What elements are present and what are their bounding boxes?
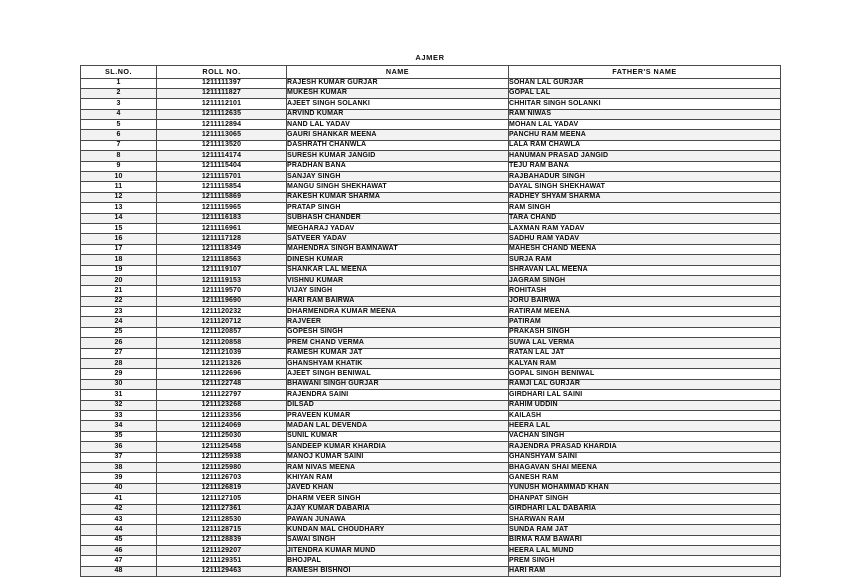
cell-name: RAMESH KUMAR JAT bbox=[287, 348, 509, 358]
cell-roll-number: 1211119570 bbox=[157, 286, 287, 296]
cell-roll-number: 1211124069 bbox=[157, 421, 287, 431]
cell-fathers-name: PRAKASH SINGH bbox=[509, 327, 781, 337]
cell-roll-number: 1211119153 bbox=[157, 275, 287, 285]
table-row bbox=[81, 120, 781, 130]
cell-serial-number: 28 bbox=[81, 359, 157, 369]
table-row bbox=[81, 317, 781, 327]
table-row bbox=[81, 400, 781, 410]
table-row bbox=[81, 390, 781, 400]
cell-roll-number: 1211123268 bbox=[157, 400, 287, 410]
cell-fathers-name: DHANPAT SINGH bbox=[509, 494, 781, 504]
cell-name: VIJAY SINGH bbox=[287, 286, 509, 296]
cell-name: SANJAY SINGH bbox=[287, 172, 509, 182]
cell-serial-number: 34 bbox=[81, 421, 157, 431]
cell-name: BHOJPAL bbox=[287, 556, 509, 566]
cell-serial-number: 26 bbox=[81, 338, 157, 348]
cell-serial-number: 40 bbox=[81, 483, 157, 493]
cell-fathers-name: DAYAL SINGH SHEKHAWAT bbox=[509, 182, 781, 192]
cell-serial-number: 17 bbox=[81, 244, 157, 254]
cell-roll-number: 1211119107 bbox=[157, 265, 287, 275]
table-row bbox=[81, 338, 781, 348]
table-body bbox=[81, 78, 781, 577]
cell-name: RAJENDRA SAINI bbox=[287, 390, 509, 400]
cell-fathers-name: SHRAVAN LAL MEENA bbox=[509, 265, 781, 275]
cell-fathers-name: GIRDHARI LAL DABARIA bbox=[509, 504, 781, 514]
table-row bbox=[81, 494, 781, 504]
cell-serial-number: 47 bbox=[81, 556, 157, 566]
cell-serial-number: 30 bbox=[81, 379, 157, 389]
cell-fathers-name: TARA CHAND bbox=[509, 213, 781, 223]
cell-serial-number: 15 bbox=[81, 223, 157, 233]
cell-name: DILSAD bbox=[287, 400, 509, 410]
cell-roll-number: 1211115965 bbox=[157, 203, 287, 213]
cell-fathers-name: RAMJI LAL GURJAR bbox=[509, 379, 781, 389]
table-row bbox=[81, 223, 781, 233]
table-row bbox=[81, 307, 781, 317]
cell-serial-number: 22 bbox=[81, 296, 157, 306]
cell-fathers-name: RAM SINGH bbox=[509, 203, 781, 213]
cell-serial-number: 16 bbox=[81, 234, 157, 244]
table-row bbox=[81, 525, 781, 535]
cell-roll-number: 1211116961 bbox=[157, 223, 287, 233]
cell-name: DHARMENDRA KUMAR MEENA bbox=[287, 307, 509, 317]
cell-roll-number: 1211120712 bbox=[157, 317, 287, 327]
cell-name: SANDEEP KUMAR KHARDIA bbox=[287, 442, 509, 452]
cell-fathers-name: GANESH RAM bbox=[509, 473, 781, 483]
cell-serial-number: 21 bbox=[81, 286, 157, 296]
table-row bbox=[81, 140, 781, 150]
cell-fathers-name: GHANSHYAM SAINI bbox=[509, 452, 781, 462]
document-title: AJMER bbox=[415, 53, 445, 62]
cell-serial-number: 41 bbox=[81, 494, 157, 504]
cell-name: MAHENDRA SINGH BAMNAWAT bbox=[287, 244, 509, 254]
cell-roll-number: 1211112894 bbox=[157, 120, 287, 130]
cell-fathers-name: HANUMAN PRASAD JANGID bbox=[509, 151, 781, 161]
cell-serial-number: 45 bbox=[81, 535, 157, 545]
cell-fathers-name: PANCHU RAM MEENA bbox=[509, 130, 781, 140]
cell-serial-number: 38 bbox=[81, 462, 157, 472]
cell-name: RAM NIVAS MEENA bbox=[287, 462, 509, 472]
cell-name: GHANSHYAM KHATIK bbox=[287, 359, 509, 369]
cell-name: RAKESH KUMAR SHARMA bbox=[287, 192, 509, 202]
cell-roll-number: 1211126703 bbox=[157, 473, 287, 483]
roster-table-container bbox=[80, 65, 780, 577]
cell-name: NAND LAL YADAV bbox=[287, 120, 509, 130]
cell-fathers-name: SADHU RAM YADAV bbox=[509, 234, 781, 244]
cell-fathers-name: RAM NIWAS bbox=[509, 109, 781, 119]
cell-name: BHAWANI SINGH GURJAR bbox=[287, 379, 509, 389]
cell-roll-number: 1211125030 bbox=[157, 431, 287, 441]
cell-roll-number: 1211111397 bbox=[157, 78, 287, 88]
table-row bbox=[81, 369, 781, 379]
cell-roll-number: 1211127105 bbox=[157, 494, 287, 504]
table-row bbox=[81, 161, 781, 171]
cell-name: GAURI SHANKAR MEENA bbox=[287, 130, 509, 140]
cell-name: ARVIND KUMAR bbox=[287, 109, 509, 119]
table-row bbox=[81, 514, 781, 524]
cell-roll-number: 1211128715 bbox=[157, 525, 287, 535]
cell-fathers-name: YUNUSH MOHAMMAD KHAN bbox=[509, 483, 781, 493]
cell-name: GOPESH SINGH bbox=[287, 327, 509, 337]
cell-fathers-name: JAGRAM SINGH bbox=[509, 275, 781, 285]
table-row bbox=[81, 255, 781, 265]
cell-fathers-name: BIRMA RAM BAWARI bbox=[509, 535, 781, 545]
cell-roll-number: 1211126819 bbox=[157, 483, 287, 493]
table-row bbox=[81, 442, 781, 452]
column-header-serial-number: SL.NO. bbox=[81, 66, 157, 79]
column-header-name: NAME bbox=[287, 66, 509, 79]
candidate-roster-table bbox=[80, 65, 781, 577]
cell-name: SUBHASH CHANDER bbox=[287, 213, 509, 223]
table-row bbox=[81, 348, 781, 358]
cell-fathers-name: LALA RAM CHAWLA bbox=[509, 140, 781, 150]
column-header-roll-number: ROLL NO. bbox=[157, 66, 287, 79]
cell-serial-number: 32 bbox=[81, 400, 157, 410]
cell-name: PAWAN JUNAWA bbox=[287, 514, 509, 524]
cell-fathers-name: SURJA RAM bbox=[509, 255, 781, 265]
cell-fathers-name: CHHITAR SINGH SOLANKI bbox=[509, 99, 781, 109]
cell-fathers-name: GIRDHARI LAL SAINI bbox=[509, 390, 781, 400]
cell-roll-number: 1211115404 bbox=[157, 161, 287, 171]
cell-serial-number: 9 bbox=[81, 161, 157, 171]
table-row bbox=[81, 473, 781, 483]
cell-fathers-name: SHARWAN RAM bbox=[509, 514, 781, 524]
cell-name: DASHRATH CHANWLA bbox=[287, 140, 509, 150]
cell-serial-number: 10 bbox=[81, 172, 157, 182]
cell-name: RAMESH BISHNOI bbox=[287, 566, 509, 576]
cell-name: SAWAI SINGH bbox=[287, 535, 509, 545]
table-row bbox=[81, 78, 781, 88]
cell-roll-number: 1211122696 bbox=[157, 369, 287, 379]
cell-name: KUNDAN MAL CHOUDHARY bbox=[287, 525, 509, 535]
cell-roll-number: 1211114174 bbox=[157, 151, 287, 161]
cell-name: SUNIL KUMAR bbox=[287, 431, 509, 441]
table-row bbox=[81, 452, 781, 462]
cell-roll-number: 1211128530 bbox=[157, 514, 287, 524]
table-row bbox=[81, 130, 781, 140]
cell-fathers-name: RATIRAM MEENA bbox=[509, 307, 781, 317]
cell-fathers-name: HEERA LAL bbox=[509, 421, 781, 431]
cell-name: AJEET SINGH SOLANKI bbox=[287, 99, 509, 109]
table-row bbox=[81, 421, 781, 431]
cell-roll-number: 1211117128 bbox=[157, 234, 287, 244]
cell-serial-number: 6 bbox=[81, 130, 157, 140]
cell-serial-number: 35 bbox=[81, 431, 157, 441]
cell-name: MANOJ KUMAR SAINI bbox=[287, 452, 509, 462]
cell-name: RAJVEER bbox=[287, 317, 509, 327]
cell-name: MEGHARAJ YADAV bbox=[287, 223, 509, 233]
cell-serial-number: 42 bbox=[81, 504, 157, 514]
cell-fathers-name: KALYAN RAM bbox=[509, 359, 781, 369]
cell-serial-number: 18 bbox=[81, 255, 157, 265]
cell-fathers-name: LAXMAN RAM YADAV bbox=[509, 223, 781, 233]
cell-name: RAJESH KUMAR GURJAR bbox=[287, 78, 509, 88]
table-row bbox=[81, 99, 781, 109]
cell-fathers-name: GOPAL LAL bbox=[509, 88, 781, 98]
cell-fathers-name: PATIRAM bbox=[509, 317, 781, 327]
table-row bbox=[81, 546, 781, 556]
cell-roll-number: 1211125938 bbox=[157, 452, 287, 462]
cell-roll-number: 1211125458 bbox=[157, 442, 287, 452]
table-row bbox=[81, 265, 781, 275]
table-header bbox=[81, 66, 781, 79]
column-header-fathers-name: FATHER'S NAME bbox=[509, 66, 781, 79]
cell-fathers-name: RAJENDRA PRASAD KHARDIA bbox=[509, 442, 781, 452]
cell-roll-number: 1211111827 bbox=[157, 88, 287, 98]
cell-serial-number: 5 bbox=[81, 120, 157, 130]
cell-serial-number: 11 bbox=[81, 182, 157, 192]
table-row bbox=[81, 327, 781, 337]
cell-name: DHARM VEER SINGH bbox=[287, 494, 509, 504]
cell-serial-number: 44 bbox=[81, 525, 157, 535]
cell-roll-number: 1211120857 bbox=[157, 327, 287, 337]
table-row bbox=[81, 556, 781, 566]
table-row bbox=[81, 151, 781, 161]
cell-fathers-name: HEERA LAL MUND bbox=[509, 546, 781, 556]
cell-fathers-name: TEJU RAM BANA bbox=[509, 161, 781, 171]
cell-roll-number: 1211113065 bbox=[157, 130, 287, 140]
cell-fathers-name: GOPAL SINGH BENIWAL bbox=[509, 369, 781, 379]
cell-name: PRADHAN BANA bbox=[287, 161, 509, 171]
table-row bbox=[81, 462, 781, 472]
cell-fathers-name: HARI RAM bbox=[509, 566, 781, 576]
cell-name: SATVEER YADAV bbox=[287, 234, 509, 244]
table-row bbox=[81, 234, 781, 244]
cell-serial-number: 33 bbox=[81, 411, 157, 421]
header-row bbox=[81, 66, 781, 79]
cell-serial-number: 2 bbox=[81, 88, 157, 98]
cell-roll-number: 1211121326 bbox=[157, 359, 287, 369]
cell-roll-number: 1211123356 bbox=[157, 411, 287, 421]
cell-serial-number: 12 bbox=[81, 192, 157, 202]
table-row bbox=[81, 88, 781, 98]
cell-roll-number: 1211115701 bbox=[157, 172, 287, 182]
cell-fathers-name: JORU BAIRWA bbox=[509, 296, 781, 306]
table-row bbox=[81, 504, 781, 514]
cell-serial-number: 4 bbox=[81, 109, 157, 119]
cell-roll-number: 1211113520 bbox=[157, 140, 287, 150]
cell-fathers-name: MOHAN LAL YADAV bbox=[509, 120, 781, 130]
table-row bbox=[81, 359, 781, 369]
cell-roll-number: 1211127361 bbox=[157, 504, 287, 514]
cell-serial-number: 36 bbox=[81, 442, 157, 452]
cell-fathers-name: KAILASH bbox=[509, 411, 781, 421]
table-row bbox=[81, 286, 781, 296]
table-row bbox=[81, 275, 781, 285]
cell-serial-number: 24 bbox=[81, 317, 157, 327]
cell-serial-number: 3 bbox=[81, 99, 157, 109]
cell-roll-number: 1211129463 bbox=[157, 566, 287, 576]
cell-fathers-name: BHAGAVAN SHAI MEENA bbox=[509, 462, 781, 472]
cell-roll-number: 1211118349 bbox=[157, 244, 287, 254]
table-row bbox=[81, 483, 781, 493]
cell-roll-number: 1211116183 bbox=[157, 213, 287, 223]
cell-serial-number: 8 bbox=[81, 151, 157, 161]
cell-roll-number: 1211125980 bbox=[157, 462, 287, 472]
cell-name: VISHNU KUMAR bbox=[287, 275, 509, 285]
table-row bbox=[81, 182, 781, 192]
cell-serial-number: 39 bbox=[81, 473, 157, 483]
table-row bbox=[81, 244, 781, 254]
cell-roll-number: 1211122797 bbox=[157, 390, 287, 400]
cell-roll-number: 1211112101 bbox=[157, 99, 287, 109]
table-row bbox=[81, 203, 781, 213]
cell-serial-number: 7 bbox=[81, 140, 157, 150]
cell-serial-number: 37 bbox=[81, 452, 157, 462]
cell-name: SURESH KUMAR JANGID bbox=[287, 151, 509, 161]
cell-fathers-name: PREM SINGH bbox=[509, 556, 781, 566]
cell-roll-number: 1211118563 bbox=[157, 255, 287, 265]
cell-serial-number: 13 bbox=[81, 203, 157, 213]
cell-fathers-name: SUNDA RAM JAT bbox=[509, 525, 781, 535]
cell-name: MANGU SINGH SHEKHAWAT bbox=[287, 182, 509, 192]
table-row bbox=[81, 566, 781, 576]
cell-serial-number: 43 bbox=[81, 514, 157, 524]
cell-name: AJEET SINGH BENIWAL bbox=[287, 369, 509, 379]
cell-serial-number: 46 bbox=[81, 546, 157, 556]
cell-roll-number: 1211115854 bbox=[157, 182, 287, 192]
table-row bbox=[81, 379, 781, 389]
cell-serial-number: 29 bbox=[81, 369, 157, 379]
cell-name: MUKESH KUMAR bbox=[287, 88, 509, 98]
cell-name: PRATAP SINGH bbox=[287, 203, 509, 213]
cell-fathers-name: VACHAN SINGH bbox=[509, 431, 781, 441]
table-row bbox=[81, 296, 781, 306]
cell-name: DINESH KUMAR bbox=[287, 255, 509, 265]
cell-name: MADAN LAL DEVENDA bbox=[287, 421, 509, 431]
cell-roll-number: 1211120232 bbox=[157, 307, 287, 317]
cell-roll-number: 1211129351 bbox=[157, 556, 287, 566]
cell-serial-number: 19 bbox=[81, 265, 157, 275]
cell-roll-number: 1211112635 bbox=[157, 109, 287, 119]
cell-name: AJAY KUMAR DABARIA bbox=[287, 504, 509, 514]
cell-fathers-name: RAHIM UDDIN bbox=[509, 400, 781, 410]
cell-roll-number: 1211120858 bbox=[157, 338, 287, 348]
table-row bbox=[81, 192, 781, 202]
cell-serial-number: 23 bbox=[81, 307, 157, 317]
cell-fathers-name: SOHAN LAL GURJAR bbox=[509, 78, 781, 88]
cell-roll-number: 1211129207 bbox=[157, 546, 287, 556]
table-row bbox=[81, 431, 781, 441]
cell-serial-number: 14 bbox=[81, 213, 157, 223]
cell-fathers-name: RAJBAHADUR SINGH bbox=[509, 172, 781, 182]
cell-name: JAVED KHAN bbox=[287, 483, 509, 493]
table-row bbox=[81, 109, 781, 119]
cell-fathers-name: MAHESH CHAND MEENA bbox=[509, 244, 781, 254]
cell-serial-number: 48 bbox=[81, 566, 157, 576]
cell-roll-number: 1211119690 bbox=[157, 296, 287, 306]
table-row bbox=[81, 213, 781, 223]
cell-roll-number: 1211115869 bbox=[157, 192, 287, 202]
cell-roll-number: 1211121039 bbox=[157, 348, 287, 358]
cell-roll-number: 1211128839 bbox=[157, 535, 287, 545]
cell-serial-number: 25 bbox=[81, 327, 157, 337]
cell-fathers-name: RATAN LAL JAT bbox=[509, 348, 781, 358]
cell-name: PRAVEEN KUMAR bbox=[287, 411, 509, 421]
cell-name: KHIYAN RAM bbox=[287, 473, 509, 483]
table-row bbox=[81, 411, 781, 421]
cell-name: SHANKAR LAL MEENA bbox=[287, 265, 509, 275]
cell-roll-number: 1211122748 bbox=[157, 379, 287, 389]
cell-name: JITENDRA KUMAR MUND bbox=[287, 546, 509, 556]
cell-serial-number: 27 bbox=[81, 348, 157, 358]
cell-name: HARI RAM BAIRWA bbox=[287, 296, 509, 306]
cell-serial-number: 31 bbox=[81, 390, 157, 400]
cell-name: PREM CHAND VERMA bbox=[287, 338, 509, 348]
cell-fathers-name: ROHITASH bbox=[509, 286, 781, 296]
table-row bbox=[81, 172, 781, 182]
cell-fathers-name: SUWA LAL VERMA bbox=[509, 338, 781, 348]
cell-serial-number: 20 bbox=[81, 275, 157, 285]
cell-serial-number: 1 bbox=[81, 78, 157, 88]
table-row bbox=[81, 535, 781, 545]
cell-fathers-name: RADHEY SHYAM SHARMA bbox=[509, 192, 781, 202]
